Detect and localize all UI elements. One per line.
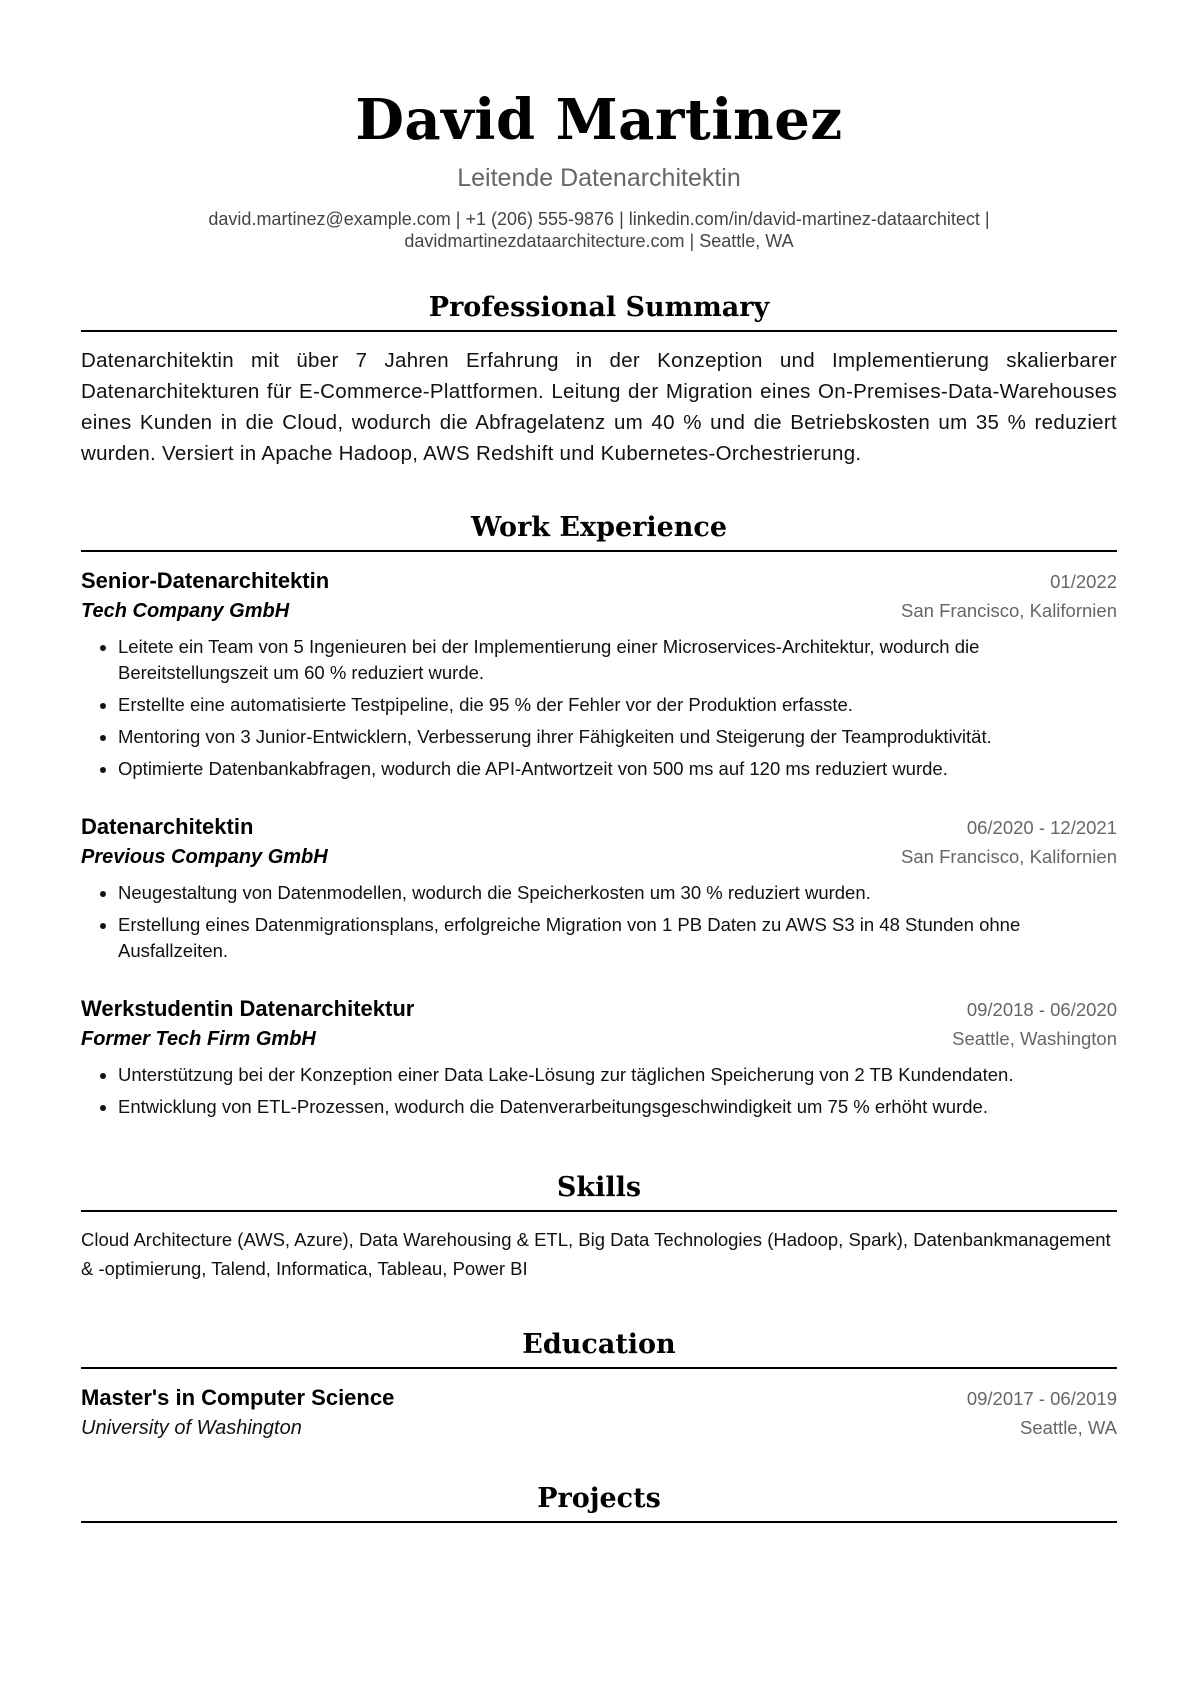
candidate-headline: Leitende Datenarchitektin <box>457 164 741 192</box>
job-bullets <box>81 634 1117 782</box>
job-company: Previous Company GmbH <box>81 846 328 868</box>
education-school: University of Washington <box>81 1417 302 1439</box>
job-location: Seattle, Washington <box>952 1028 1117 1049</box>
resume-page <box>81 0 1117 1523</box>
education-date: 09/2017 - 06/2019 <box>966 1388 1117 1409</box>
job-location: San Francisco, Kalifornien <box>901 846 1117 867</box>
skills-section <box>81 1170 1117 1283</box>
job-entry <box>81 812 1117 964</box>
job-location: San Francisco, Kalifornien <box>901 600 1117 621</box>
experience-heading: Work Experience <box>81 510 1117 552</box>
job-bullets <box>81 1062 1117 1120</box>
education-entry <box>81 1383 1117 1443</box>
job-bullet: • Neugestaltung von Datenmodellen, wodurch die Speicherkosten um 30 % reduziert wurden. <box>118 880 1117 906</box>
experience-section <box>81 510 1117 1120</box>
job-date: 01/2022 <box>1050 571 1117 592</box>
job-bullet: • Optimierte Datenbankabfragen, wodurch die API-Antwortzeit von 500 ms auf 120 ms reduziert wurde. <box>118 756 1117 782</box>
contact-line-1: david.martinez@example.com | +1 (206) 555-9876 | linkedin.com/in/david-martinez-dataarchitect | <box>208 209 990 229</box>
education-heading: Education <box>81 1327 1117 1369</box>
summary-text: Datenarchitektin mit über 7 Jahren Erfahrung in der Konzeption und Implementierung skalierbarer Datenarchitekturen für E-Commerce-Plattformen. Leitung der Migration eines On-Premises-Data-Warehouses eines Kunden in die Cloud, wodurch die Abfragelatenz um 40 % und die Betriebskosten um 35 % reduziert wurden. Versiert in Apache Hadoop, AWS Redshift und Kubernetes-Orchestrierung. <box>81 349 1117 465</box>
education-location: Seattle, WA <box>1020 1417 1117 1438</box>
job-title: Datenarchitektin <box>81 814 254 839</box>
skills-text: Cloud Architecture (AWS, Azure), Data Warehousing & ETL, Big Data Technologies (Hadoop, Spark), Datenbankmanagement & -optimierung, Talend, Informatica, Tableau, Power BI <box>81 1229 1111 1279</box>
job-title: Werkstudentin Datenarchitektur <box>81 996 415 1021</box>
projects-heading: Projects <box>81 1481 1117 1523</box>
job-bullet: • Entwicklung von ETL-Prozessen, wodurch die Datenverarbeitungsgeschwindigkeit um 75 % erhöht wurde. <box>118 1094 1117 1120</box>
job-company: Former Tech Firm GmbH <box>81 1028 316 1050</box>
job-bullet: • Erstellte eine automatisierte Testpipeline, die 95 % der Fehler vor der Produktion erfasste. <box>118 692 1117 718</box>
projects-section <box>81 1481 1117 1523</box>
job-bullet: • Unterstützung bei der Konzeption einer Data Lake-Lösung zur täglichen Speicherung von 2 TB Kundendaten. <box>118 1062 1117 1088</box>
skills-heading: Skills <box>81 1170 1117 1212</box>
job-bullet: • Leitete ein Team von 5 Ingenieuren bei der Implementierung einer Microservices-Architektur, wodurch die Bereitstellungszeit um 60 % reduziert wurde. <box>118 634 1117 686</box>
summary-heading: Professional Summary <box>81 290 1117 332</box>
education-section <box>81 1327 1117 1443</box>
job-date: 06/2020 - 12/2021 <box>966 817 1117 838</box>
summary-section <box>81 290 1117 469</box>
job-company: Tech Company GmbH <box>81 600 290 622</box>
contact-line-2: davidmartinezdataarchitecture.com | Seattle, WA <box>404 231 794 251</box>
job-entry <box>81 994 1117 1120</box>
contact-info <box>81 208 1117 252</box>
education-degree: Master's in Computer Science <box>81 1385 395 1410</box>
job-title: Senior-Datenarchitektin <box>81 568 330 593</box>
job-bullet: • Erstellung eines Datenmigrationsplans, erfolgreiche Migration von 1 PB Daten zu AWS S3 in 48 Stunden ohne Ausfallzeiten. <box>118 912 1117 964</box>
candidate-name: David Martinez <box>355 87 843 153</box>
job-bullet: • Mentoring von 3 Junior-Entwicklern, Verbesserung ihrer Fähigkeiten und Steigerung der Teamproduktivität. <box>118 724 1117 750</box>
job-entry <box>81 566 1117 782</box>
job-bullets <box>81 880 1117 964</box>
resume-header <box>81 88 1117 252</box>
job-date: 09/2018 - 06/2020 <box>966 999 1117 1020</box>
